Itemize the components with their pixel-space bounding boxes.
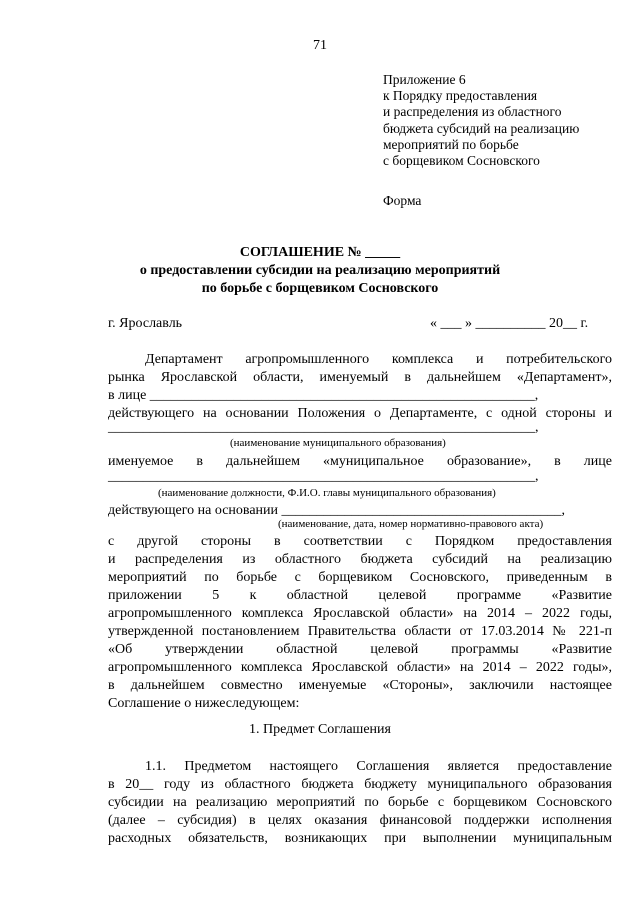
body-line: в дальнейшем совместно именуемые «Стороны», заключили настоящее [108,678,612,693]
section-line: субсидии на реализацию мероприятий по борьбе с борщевиком Сосновского [108,795,612,810]
date-of-signing: « ___ » __________ 20__ г. [430,316,589,331]
caption-head-name: (наименование должности, Ф.И.О. главы муниципального образования) [158,487,496,499]
document-subtitle-line2: по борьбе с борщевиком Сосновского [201,281,439,296]
body-line: Соглашение о нижеследующем: [108,696,300,711]
blank-line: _____________________________________________________________, [108,420,539,435]
section-line: (далее – субсидия) в целях оказания финансовой поддержки исполнения [108,813,612,828]
caption-municipality: (наименование муниципального образования) [230,437,446,449]
document-title: СОГЛАШЕНИЕ № _____ [239,245,401,260]
body-line: рынка Ярославской области, именуемый в дальнейшем «Департамент», [108,370,612,385]
section-line: расходных обязательств, возникающих при выполнении муниципальным [108,831,612,846]
body-line: с другой стороны в соответствии с Порядком предоставления [108,534,612,549]
place-of-signing: г. Ярославль [108,316,183,331]
section-heading: 1. Предмет Соглашения [249,722,391,737]
appendix-line: бюджета субсидий на реализацию [383,120,580,136]
document-subtitle-line1: о предоставлении субсидии на реализацию мероприятий [139,263,501,278]
appendix-line: к Порядку предоставления [383,88,538,104]
appendix-line: и распределения из областного [383,104,562,120]
body-line: именуемое в дальнейшем «муниципальное образование», в лице [108,454,612,469]
body-line: в лице _______________________________________________________, [108,388,539,403]
body-line: и распределения из областного бюджета субсидий на реализацию [108,552,612,567]
body-line: агропромышленного комплекса Ярославской области» на 2014 – 2022 годы, [108,606,612,621]
blank-line: _____________________________________________________________, [108,469,539,484]
form-label: Форма [383,193,422,208]
caption-legal-act: (наименование, дата, номер нормативно-правового акта) [278,518,544,530]
appendix-line: мероприятий по борьбе [383,136,519,152]
page-number: 71 [313,38,327,53]
section-line: 1.1. Предметом настоящего Соглашения является предоставление [145,759,612,774]
body-line: «Об утверждении областной целевой программы «Развитие [108,642,612,657]
appendix-line: с борщевиком Сосновского [383,153,540,169]
section-line: в 20__ году из областного бюджета бюджету муниципального образования [108,777,612,792]
body-line: мероприятий по борьбе с борщевиком Сосновского, приведенным в [108,570,612,585]
body-line: действующего на основании Положения о Департаменте, с одной стороны и [108,406,612,421]
appendix-line: Приложение 6 [383,72,466,87]
body-line: агропромышленного комплекса Ярославской области» на 2014 – 2022 годы», [108,660,612,675]
appendix-block [383,72,633,169]
body-line: Департамент агропромышленного комплекса и потребительского [145,352,612,367]
body-line: утвержденной постановлением Правительства области от 17.03.2014 № 221-п [108,624,612,639]
body-line: приложении 5 к областной целевой программе «Развитие [108,588,612,603]
body-line: действующего на основании ________________________________________, [108,503,566,518]
